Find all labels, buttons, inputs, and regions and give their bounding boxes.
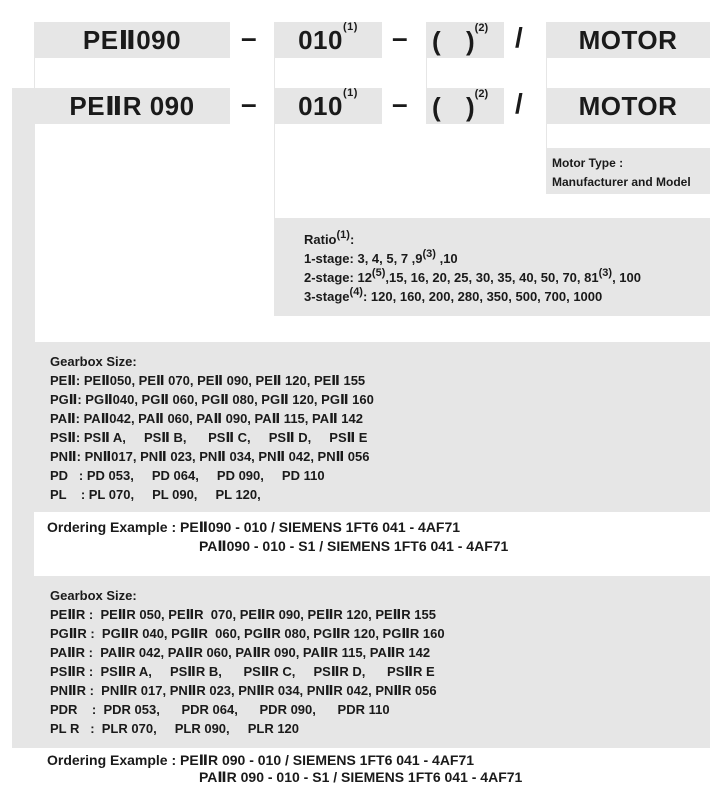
- ratio-stage1: 1-stage: 3, 4, 5, 7 ,9$^{(3)}$ ,10: [304, 248, 458, 266]
- gearbox2-row: PAⅡR : PAⅡR 042, PAⅡR 060, PAⅡR 090, PAⅡR 115, PAⅡR 142: [50, 645, 431, 660]
- gearbox2-box: [34, 576, 710, 748]
- row2-motor-box: [546, 88, 710, 124]
- row2-model-box: [34, 88, 230, 124]
- row1-motor-connector: [546, 58, 547, 88]
- gearbox1-row: PSⅡ: PSⅡ A, PSⅡ B, PSⅡ C, PSⅡ D, PSⅡ E: [50, 430, 368, 445]
- row2-dash1: –: [241, 88, 257, 119]
- row1-dash1: –: [241, 22, 257, 53]
- ratio-stage3: 3-stage$^{(4)}$: 120, 160, 200, 280, 350, 500, 700, 1000: [304, 286, 603, 304]
- gearbox2-row: PNⅡR : PNⅡR 017, PNⅡR 023, PNⅡR 034, PNⅡR 042, PNⅡR 056: [50, 683, 437, 698]
- example1-line1: Ordering Example : PEⅡ090 - 010 / SIEMENS 1FT6 041 - 4AF71: [47, 519, 461, 535]
- gearbox1-row: PD : PD 053, PD 064, PD 090, PD 110: [50, 468, 325, 483]
- ratio-title: Ratio$^{(1)}$:: [304, 229, 355, 247]
- row1-option-box: ( )$^{(2)}$: [426, 22, 504, 58]
- motor-connector: [546, 124, 547, 148]
- gearbox2-row: PGⅡR : PGⅡR 040, PGⅡR 060, PGⅡR 080, PGⅡR 120, PGⅡR 160: [50, 626, 445, 641]
- row1-ratio-box: [274, 22, 382, 58]
- gearbox2-row: PSⅡR : PSⅡR A, PSⅡR B, PSⅡR C, PSⅡR D, PSⅡR E: [50, 664, 435, 679]
- example1: [47, 518, 707, 556]
- row1-slash: /: [515, 22, 523, 53]
- row1-motor: MOTOR: [578, 24, 678, 55]
- gearbox2-row: PEⅡR : PEⅡR 050, PEⅡR 070, PEⅡR 090, PEⅡR 120, PEⅡR 155: [50, 607, 436, 622]
- left-bracket-row2: [12, 88, 34, 748]
- example2-label: Ordering Example :: [47, 752, 177, 768]
- row2-dash2: –: [392, 88, 408, 119]
- example2: [47, 752, 707, 786]
- row1-model: PEⅡ090: [82, 24, 182, 55]
- gearbox2-row: PL R : PLR 070, PLR 090, PLR 120: [50, 721, 300, 736]
- row1-model-box: [34, 22, 230, 58]
- gearbox1-row: PL : PL 070, PL 090, PL 120,: [50, 487, 261, 502]
- row2-model: PEⅡR 090: [69, 90, 195, 121]
- example2-line2: PAⅡR 090 - 010 - S1 / SIEMENS 1FT6 041 - 4AF71: [199, 769, 523, 785]
- motor-type-label: Motor Type :: [552, 156, 624, 170]
- row1-ratio: 010$^{(1)}$: [298, 20, 358, 55]
- row1-ratio-connector: [274, 58, 275, 88]
- ratio-connector: [274, 124, 275, 218]
- motor-type-box: [546, 148, 710, 194]
- row2-ratio: 010$^{(1)}$: [298, 86, 358, 121]
- ratio-stage2: 2-stage: 12$^{(5)}$,15, 16, 20, 25, 30, 35, 40, 50, 70, 81$^{(3)}$, 100: [304, 267, 641, 285]
- gearbox1-row: PAⅡ: PAⅡ042, PAⅡ 060, PAⅡ 090, PAⅡ 115, PAⅡ 142: [50, 411, 363, 426]
- example2-line1: Ordering Example : PEⅡR 090 - 010 / SIEMENS 1FT6 041 - 4AF71: [47, 752, 475, 768]
- example1-line2: PAⅡ090 - 010 - S1 / SIEMENS 1FT6 041 - 4AF71: [199, 538, 509, 554]
- ratio-box: [274, 218, 710, 316]
- row2-motor: MOTOR: [578, 90, 678, 121]
- motor-type-desc: Manufacturer and Model: [552, 175, 691, 189]
- gearbox1-row: PGⅡ: PGⅡ040, PGⅡ 060, PGⅡ 080, PGⅡ 120, PGⅡ 160: [50, 392, 374, 407]
- row2-ratio-box: [274, 88, 382, 124]
- gearbox2-row: PDR : PDR 053, PDR 064, PDR 090, PDR 110: [50, 702, 390, 717]
- row1-option-connector: [426, 58, 427, 88]
- row2-slash: /: [515, 88, 523, 119]
- row2-option-box: ( )$^{(2)}$: [426, 88, 504, 124]
- gearbox2-title: Gearbox Size:: [50, 588, 137, 603]
- gearbox1-row: PNⅡ: PNⅡ017, PNⅡ 023, PNⅡ 034, PNⅡ 042, PNⅡ 056: [50, 449, 370, 464]
- row1-dash2: –: [392, 22, 408, 53]
- example1-label: Ordering Example :: [47, 519, 177, 535]
- gearbox1-box: [34, 342, 710, 512]
- gearbox1-row: PEⅡ: PEⅡ050, PEⅡ 070, PEⅡ 090, PEⅡ 120, PEⅡ 155: [50, 373, 366, 388]
- row1-motor-box: [546, 22, 710, 58]
- gearbox1-title: Gearbox Size:: [50, 354, 137, 369]
